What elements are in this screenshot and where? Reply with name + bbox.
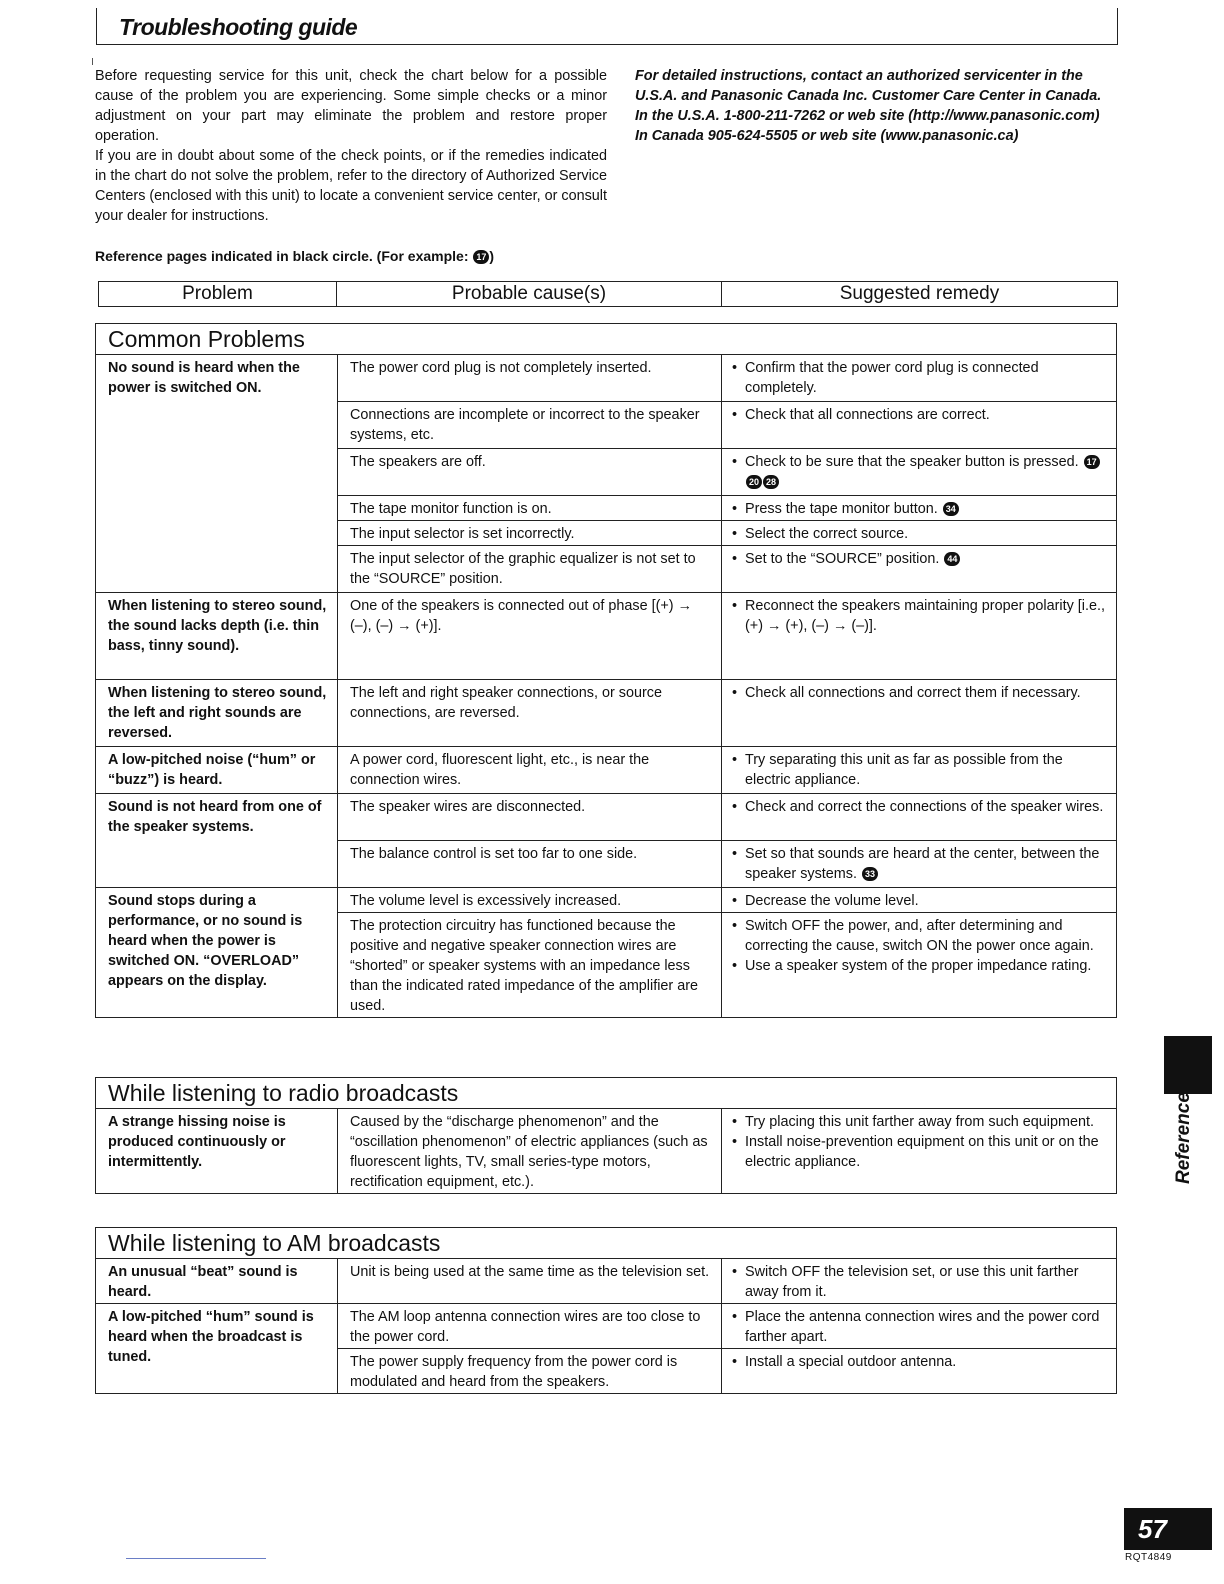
remedy-cell: • Set to the “SOURCE” position. 44 — [722, 546, 1117, 593]
section-am-broadcasts — [95, 1227, 1117, 1394]
remedy-cell: • Reconnect the speakers maintaining proper polarity [i.e., (+) → (+), (–) → (–)]. — [722, 593, 1117, 680]
table-row — [96, 888, 1116, 913]
page-number: 57 — [1124, 1508, 1212, 1550]
problem-cell: A low-pitched “hum” sound is heard when the broadcast is tuned. — [108, 1309, 314, 1365]
section-radio-broadcasts — [95, 1077, 1117, 1194]
cause-cell: The tape monitor function is on. — [338, 496, 722, 521]
section-title: Common Problems — [96, 324, 1116, 355]
table-row — [96, 680, 1116, 747]
cause-cell: The speaker wires are disconnected. — [338, 794, 722, 841]
cause-cell: The power cord plug is not completely inserted. — [338, 355, 722, 402]
page-title: Troubleshooting guide — [119, 14, 358, 40]
contact-usa: In the U.S.A. 1-800-211-7262 or web site (http://www.panasonic.com) — [635, 108, 1100, 124]
problem-cell: A strange hissing noise is produced continuously or intermittently. — [108, 1114, 286, 1170]
page-ref-badge: 34 — [943, 502, 959, 516]
remedy-cell: • Check to be sure that the speaker button is pressed. 1720 28 — [722, 449, 1117, 496]
troubleshooting-table — [96, 1259, 1116, 1393]
cause-cell: The speakers are off. — [338, 449, 722, 496]
intro-paragraph: If you are in doubt about some of the check points, or if the remedies indicated in the chart do not solve the problem, refer to the directory of Authorized Service Centers (enclosed with this unit) to locate a convenient service center, or consult your dealer for instructions. — [95, 148, 607, 224]
table-row — [96, 1109, 1116, 1193]
troubleshooting-table — [96, 355, 1116, 1017]
header-cause: Probable cause(s) — [337, 282, 722, 306]
page-ref-badge: 20 — [746, 475, 762, 489]
section-common-problems — [95, 323, 1117, 1018]
problem-cell: Sound stops during a performance, or no sound is heard when the power is switched ON. “OVERLOAD” appears on the display. — [108, 893, 303, 989]
reference-side-label: Reference — [1173, 1092, 1194, 1184]
table-row — [96, 747, 1116, 794]
table-row — [96, 355, 1116, 402]
table-header — [98, 281, 1118, 307]
page-ref-badge: 28 — [763, 475, 779, 489]
problem-cell: When listening to stereo sound, the sound lacks depth (i.e. thin bass, tinny sound). — [96, 593, 338, 680]
cause-cell: The AM loop antenna connection wires are too close to the power cord. — [338, 1304, 722, 1349]
remedy-cell: • Decrease the volume level. — [722, 888, 1117, 913]
section-title: While listening to radio broadcasts — [96, 1078, 1116, 1109]
cause-cell: Caused by the “discharge phenomenon” and the “oscillation phenomenon” of electric appliances (such as fluorescent lights, TV, small series-type motors, rectification equipment, etc.). — [338, 1109, 722, 1193]
remedy-cell: • Check that all connections are correct. — [722, 402, 1117, 449]
cause-cell: The balance control is set too far to one side. — [338, 841, 722, 888]
problem-cell: An unusual “beat” sound is heard. — [96, 1259, 338, 1304]
remedy-cell: • Switch OFF the television set, or use this unit farther away from it. — [722, 1259, 1117, 1304]
cause-cell: A power cord, fluorescent light, etc., is near the connection wires. — [338, 747, 722, 794]
cause-cell: The left and right speaker connections, or source connections, are reversed. — [338, 680, 722, 747]
remedy-cell: • Press the tape monitor button. 34 — [722, 496, 1117, 521]
problem-cell: When listening to stereo sound, the left and right sounds are reversed. — [96, 680, 338, 747]
intro-paragraph: Before requesting service for this unit, check the chart below for a possible cause of the problem you are experiencing. Some simple checks or a minor adjustment on your part may eliminate the problem and restore proper operation. — [95, 68, 607, 144]
section-title: While listening to AM broadcasts — [96, 1228, 1116, 1259]
reference-tab-marker — [1164, 1036, 1212, 1094]
page-title-bar — [96, 8, 1118, 45]
contact-paragraph: For detailed instructions, contact an authorized servicenter in the U.S.A. and Panasonic Canada Inc. Customer Care Center in Canada. — [635, 68, 1102, 104]
cause-cell: The input selector is set incorrectly. — [338, 521, 722, 546]
remedy-cell: • Try separating this unit as far as possible from the electric appliance. — [722, 747, 1117, 794]
page-ref-badge: 17 — [1084, 455, 1100, 469]
table-row — [96, 1304, 1116, 1349]
intro-text — [95, 66, 607, 226]
cause-cell: The power supply frequency from the power cord is modulated and heard from the speakers. — [338, 1349, 722, 1394]
table-row — [96, 1259, 1116, 1304]
cause-cell: The volume level is excessively increased. — [338, 888, 722, 913]
header-remedy: Suggested remedy — [839, 283, 1000, 304]
problem-cell: Sound is not heard from one of the speaker systems. — [96, 794, 338, 888]
remedy-cell: • Confirm that the power cord plug is connected completely. — [722, 355, 1117, 402]
page-ref-badge: 33 — [862, 867, 878, 881]
document-code: RQT4849 — [1125, 1552, 1172, 1563]
page-ref-badge: 44 — [944, 552, 960, 566]
remedy-cell: • Try placing this unit farther away from such equipment. • Install noise-prevention equipment on this unit or on the electric appliance. — [722, 1109, 1117, 1193]
remedy-cell: • Switch OFF the power, and, after determining and correcting the cause, switch ON the power once again. • Use a speaker system of the proper impedance rating. — [722, 913, 1117, 1018]
cause-cell: The protection circuitry has functioned because the positive and negative speaker connection wires are “shorted” or speaker systems with an impedance less than the indicated rated impedance of the amplifier are used. — [338, 913, 722, 1018]
problem-cell: A low-pitched noise (“hum” or “buzz”) is heard. — [96, 747, 338, 794]
reference-note: Reference pages indicated in black circle. (For example: 17 ) — [95, 248, 495, 264]
footer-rule — [126, 1558, 266, 1559]
cause-cell: Connections are incomplete or incorrect to the speaker systems, etc. — [338, 402, 722, 449]
remedy-cell: • Check and correct the connections of the speaker wires. — [722, 794, 1117, 841]
cause-cell: The input selector of the graphic equalizer is not set to the “SOURCE” position. — [338, 546, 722, 593]
margin-tick — [92, 58, 93, 65]
remedy-cell: • Select the correct source. — [722, 521, 1117, 546]
contact-canada: In Canada 905-624-5505 or web site (www.panasonic.ca) — [635, 128, 1019, 144]
cause-cell: Unit is being used at the same time as the television set. — [338, 1259, 722, 1304]
remedy-cell: • Set so that sounds are heard at the center, between the speaker systems. 33 — [722, 841, 1117, 888]
page-ref-badge: 17 — [473, 250, 489, 264]
header-problem: Problem — [99, 282, 337, 306]
remedy-cell: • Place the antenna connection wires and the power cord farther apart. — [722, 1304, 1117, 1349]
table-row — [96, 593, 1116, 680]
contact-info — [635, 66, 1125, 146]
remedy-cell: • Check all connections and correct them if necessary. — [722, 680, 1117, 747]
cause-cell: One of the speakers is connected out of phase [(+) → (–), (–) → (+)]. — [338, 593, 722, 680]
table-row — [96, 794, 1116, 841]
remedy-cell: • Install a special outdoor antenna. — [722, 1349, 1117, 1394]
troubleshooting-table — [96, 1109, 1116, 1193]
problem-cell: No sound is heard when the power is switched ON. — [96, 355, 338, 593]
